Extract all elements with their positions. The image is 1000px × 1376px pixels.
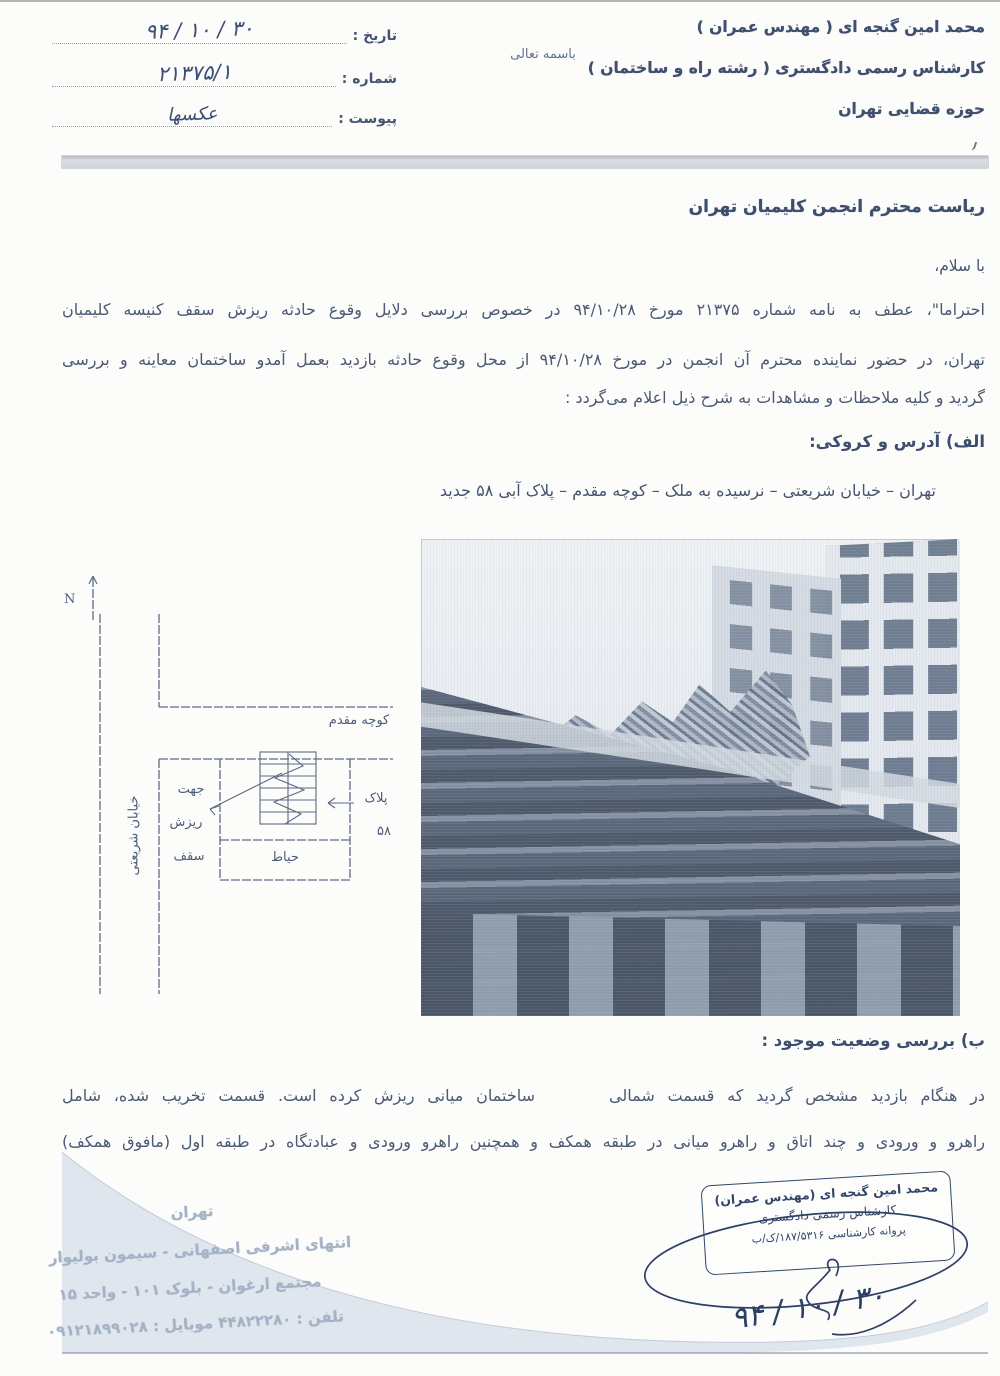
attachment-label: پیوست : [338, 111, 397, 127]
shariati-street-label: خیابان شریعتی [126, 795, 142, 876]
section-b-line-2: راهرو و ورودی و چند اتاق و راهرو میانی در طبقه همکف و همچنین راهرو ورودی و عبادتگاه در طبقه اول (مافوق همکف) [62, 1132, 985, 1151]
expert-title: کارشناس رسمی دادگستری ( رشته راه و ساختمان ) [587, 59, 985, 77]
sketch-lines [58, 562, 410, 1014]
collapse-hatch-symbol [260, 752, 316, 824]
stamp-handwritten-date: ۹۴ / ۱۰ / ۳۰ [728, 1278, 888, 1337]
section-b-heading: ب) بررسی وضعیت موجود : [761, 1031, 985, 1050]
collapse-direction-label-1: جهت [177, 782, 205, 797]
location-sketch [58, 562, 410, 1014]
collapsed-building-photo [421, 539, 960, 1016]
scan-edge-artifact [0, 0, 1000, 2]
date-handwritten-value: ۹۴ / ۱۰ / ۳۰ [144, 16, 254, 44]
signature [628, 1192, 978, 1372]
header-divider-bar [62, 156, 988, 168]
section-b-line-1-part-1: در هنگام بازدید مشخص گردید که قسمت شمالی [609, 1086, 985, 1105]
attachment-leader [52, 104, 332, 127]
recipient-title: ریاست محترم انجمن کلیمیان تهران [688, 197, 985, 217]
body-paragraph-line-3: گردید و کلیه ملاحظات و مشاهدات به شرح ذیل اعلام می‌گردد : [565, 388, 985, 407]
moqaddam-alley-label: کوچه مقدم [328, 713, 390, 728]
bismillah: باسمه تعالی [510, 47, 576, 62]
collapse-direction-label-2: ریزش [169, 815, 203, 830]
collapse-direction-label-3: سقف [173, 849, 205, 864]
north-label: N [64, 592, 76, 607]
footer-city: تهران [170, 1201, 214, 1223]
footer-address-line-1: انتهای اشرفی اصفهانی - سیمون بولیوار [48, 1233, 352, 1267]
body-paragraph-line-1: احتراما"، عطف به نامه شماره ۲۱۳۷۵ مورخ ۹۴/۱۰/۲۸ در خصوص بررسی دلایل وقوع حادثه ریزش سقف کنیسه کلیمیان [62, 300, 986, 319]
stamp-title-line: کارشناس رسمی دادگستری [758, 1202, 897, 1226]
attachment-handwritten-value: عکسها [166, 103, 218, 126]
stamp-license-line: پروانه کارشناسی ۱۸۷/۵۳۱۶/ک/ب [751, 1223, 907, 1246]
courtyard-label: حیاط [271, 850, 299, 865]
expert-jurisdiction: حوزه قضایی تهران [838, 100, 985, 118]
footer-contact-line: تلفن : ۴۴۸۲۲۲۸۰ موبایل : ۰۹۱۲۱۸۹۹۰۲۸ [46, 1307, 345, 1341]
salutation: با سلام، [934, 257, 985, 275]
section-a-heading: الف) آدرس و کروکی: [809, 432, 985, 451]
footer-address-line-2: مجتمع ارغوان - بلوک ۱۰۱ - واحد ۱۵ [58, 1272, 322, 1304]
site-address: تهران – خیابان شریعتی – نرسیده به ملک – کوچه مقدم – پلاک آبی ۵۸ جدید [439, 481, 936, 500]
attachment-row [52, 104, 397, 127]
number-leader [52, 61, 336, 87]
collapse-pointer-arrow [210, 773, 282, 815]
photo-scan-grain [421, 539, 960, 1016]
section-b-line-1 [62, 1086, 985, 1105]
letterhead-expert-block [465, 18, 985, 141]
number-handwritten-value: ۲۱۳۷۵/۱ [156, 59, 232, 87]
letterhead-meta-block [52, 18, 397, 144]
plaque-label: پلاک [364, 791, 388, 806]
plaque-number: ۵۸ [377, 824, 391, 839]
scan-speck [968, 140, 977, 151]
body-paragraph-line-2: تهران، در حضور نماینده محترم آن انجمن در مورخ ۹۴/۱۰/۲۸ از محل وقوع حادثه بازدید بعمل آمدو ساختمان معاینه و بررسی [62, 350, 986, 369]
date-label: تاریخ : [352, 28, 397, 44]
number-label: شماره : [341, 71, 397, 87]
stamp-name-line: محمد امین گنجه ای (مهندس عمران) [714, 1179, 939, 1208]
date-leader [52, 18, 347, 44]
section-b-line-1-part-2: ساختمان میانی ریزش کرده است. قسمت تخریب شده، شامل [62, 1086, 536, 1105]
number-row [52, 61, 397, 87]
expert-name: محمد امین گنجه ای ( مهندس عمران ) [696, 18, 985, 36]
date-row [52, 18, 397, 44]
